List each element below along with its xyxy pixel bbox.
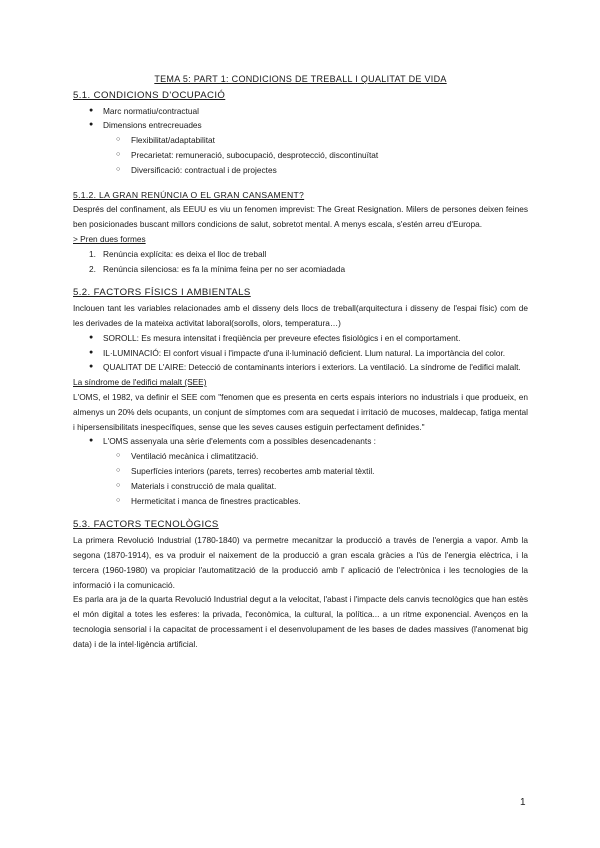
numbered-item: 2. Renúncia silenciosa: es fa la mínima feina per no ser acomiadada: [89, 263, 346, 274]
bullet-icon: ●: [89, 437, 94, 445]
circle-bullet-icon: ○: [116, 452, 121, 460]
section-5-2-paragraph: Inclouen tant les variables relacionades amb el disseny dels llocs de treball(arquitectura i disseny de l'espai físic) com de les derivades de la mateixa activitat laboral(sorolls, olors, temperatura…): [73, 303, 528, 328]
section-5-3-paragraph-1: La primera Revolució Industrial (1780-1840) va permetre mecanitzar la producció a través de l'energia a vapor. Amb la segona (1870-1914), es va produir el naixement de la producció a gran escala gràcies a l'ús de l'energia elèctrica, i la tercera (1960-1980) va propiciar l'automatització de la producció amb l' aplicació de l'electrònica i les tecnologies de la informació i la comunicació.: [73, 535, 528, 590]
circle-bullet-icon: ○: [116, 150, 121, 158]
sub-list-item: ○ Superfícies interiors (parets, terres) recobertes amb material tèxtil.: [73, 464, 528, 479]
bullet-icon: ●: [89, 363, 94, 371]
section-5-1-2-paragraph: Després del confinament, als EEUU es viu un fenomen imprevist: The Great Resignation. Milers de persones deixen feines ben posicionades buscant millors condicions de salut, sobretot mental. A menys escala, s'estén arreu d'Europa.: [73, 204, 528, 230]
oms-list: [73, 434, 528, 508]
sub-list-item: ○ Diversificació: contractual i de projectes: [73, 163, 528, 178]
list-item: ● Dimensions entrecreuades: [73, 118, 528, 133]
section-5-3-heading: 5.3. FACTORS TECNOLÒGICS: [73, 519, 219, 531]
list-item: ● L'OMS assenyala una sèrie d'elements com a possibles desencadenants :: [73, 434, 528, 449]
bullet-icon: ●: [89, 348, 94, 356]
section-5-1-2-heading: 5.1.2. LA GRAN RENÚNCIA O EL GRAN CANSAMENT?: [73, 189, 305, 200]
section-5-1-list: [73, 104, 528, 178]
list-item: ● Marc normatiu/contractual: [73, 104, 528, 119]
circle-bullet-icon: ○: [116, 481, 121, 489]
list-item: ● QUALITAT DE L'AIRE: Detecció de contaminants interiors i exteriors. La ventilació. La síndrome de l'edifici malalt.: [73, 360, 528, 375]
bullet-icon: ●: [89, 333, 94, 341]
sub-list-item: ○ Hermeticitat i manca de finestres practicables.: [73, 494, 528, 509]
sub-list-item: ○ Materials i construcció de mala qualitat.: [73, 479, 528, 494]
page-title: TEMA 5: PART 1: CONDICIONS DE TREBALL I QUALITAT DE VIDA: [154, 74, 447, 84]
forms-list: [73, 247, 528, 277]
sub-list-item: ○ Ventilació mecànica i climatització.: [73, 449, 528, 464]
circle-bullet-icon: ○: [116, 466, 121, 474]
circle-bullet-icon: ○: [116, 165, 121, 173]
see-paragraph: L'OMS, el 1982, va definir el SEE com "fenomen que es presenta en certs espais interiors no industrials i que produeix, en almenys un 20% dels ocupants, un conjunt de símptomes com ara sequedat i irritació de mucoses, maldecap, fatiga mental i hipersensibilitats inespecífiques, sense que les seves causes estiguin perfectament definides.": [73, 391, 528, 432]
list-item: ● SOROLL: Es mesura intensitat i freqüència per preveure efectes fisiològics i en el comportament.: [73, 331, 528, 346]
list-item: ● IL·LUMINACIÓ: El confort visual i l'impacte d'una il·luminació deficient. Llum natural. La importància del color.: [73, 346, 528, 361]
circle-bullet-icon: ○: [116, 136, 121, 144]
page-number: 1: [520, 797, 526, 808]
bullet-icon: ●: [89, 106, 94, 114]
section-5-3-paragraph-2: Es parla ara ja de la quarta Revolució Industrial degut a la velocitat, l'abast i l'impacte dels canvis tecnològics que han estès el món digital a totes les esferes: la privada, l'econòmica, la cultural, la política... a un ritme exponencial. Avenços en la tecnologia sensorial i la capacitat de processament i el desenvolupament de les bases de dades massives (l'anomenat big data) i de la intel·ligència artificial.: [73, 594, 528, 649]
see-title: La síndrome de l'edifici malalt (SEE): [73, 377, 207, 388]
circle-bullet-icon: ○: [116, 496, 121, 504]
numbered-item: 1. Renúncia explícita: es deixa el lloc de treball: [89, 248, 267, 259]
document-content: [73, 72, 528, 651]
section-5-2-heading: 5.2. FACTORS FÍSICS I AMBIENTALS: [73, 287, 251, 299]
forms-label: > Pren dues formes: [73, 233, 146, 244]
section-5-1-heading: 5.1. CONDICIONS D'OCUPACIÓ: [73, 89, 226, 101]
sub-list-item: ○ Flexibilitat/adaptabilitat: [73, 133, 528, 148]
sub-list-item: ○ Precarietat: remuneració, subocupació, desprotecció, discontinuïtat: [73, 148, 528, 163]
bullet-icon: ●: [89, 121, 94, 129]
section-5-2-list: [73, 331, 528, 375]
